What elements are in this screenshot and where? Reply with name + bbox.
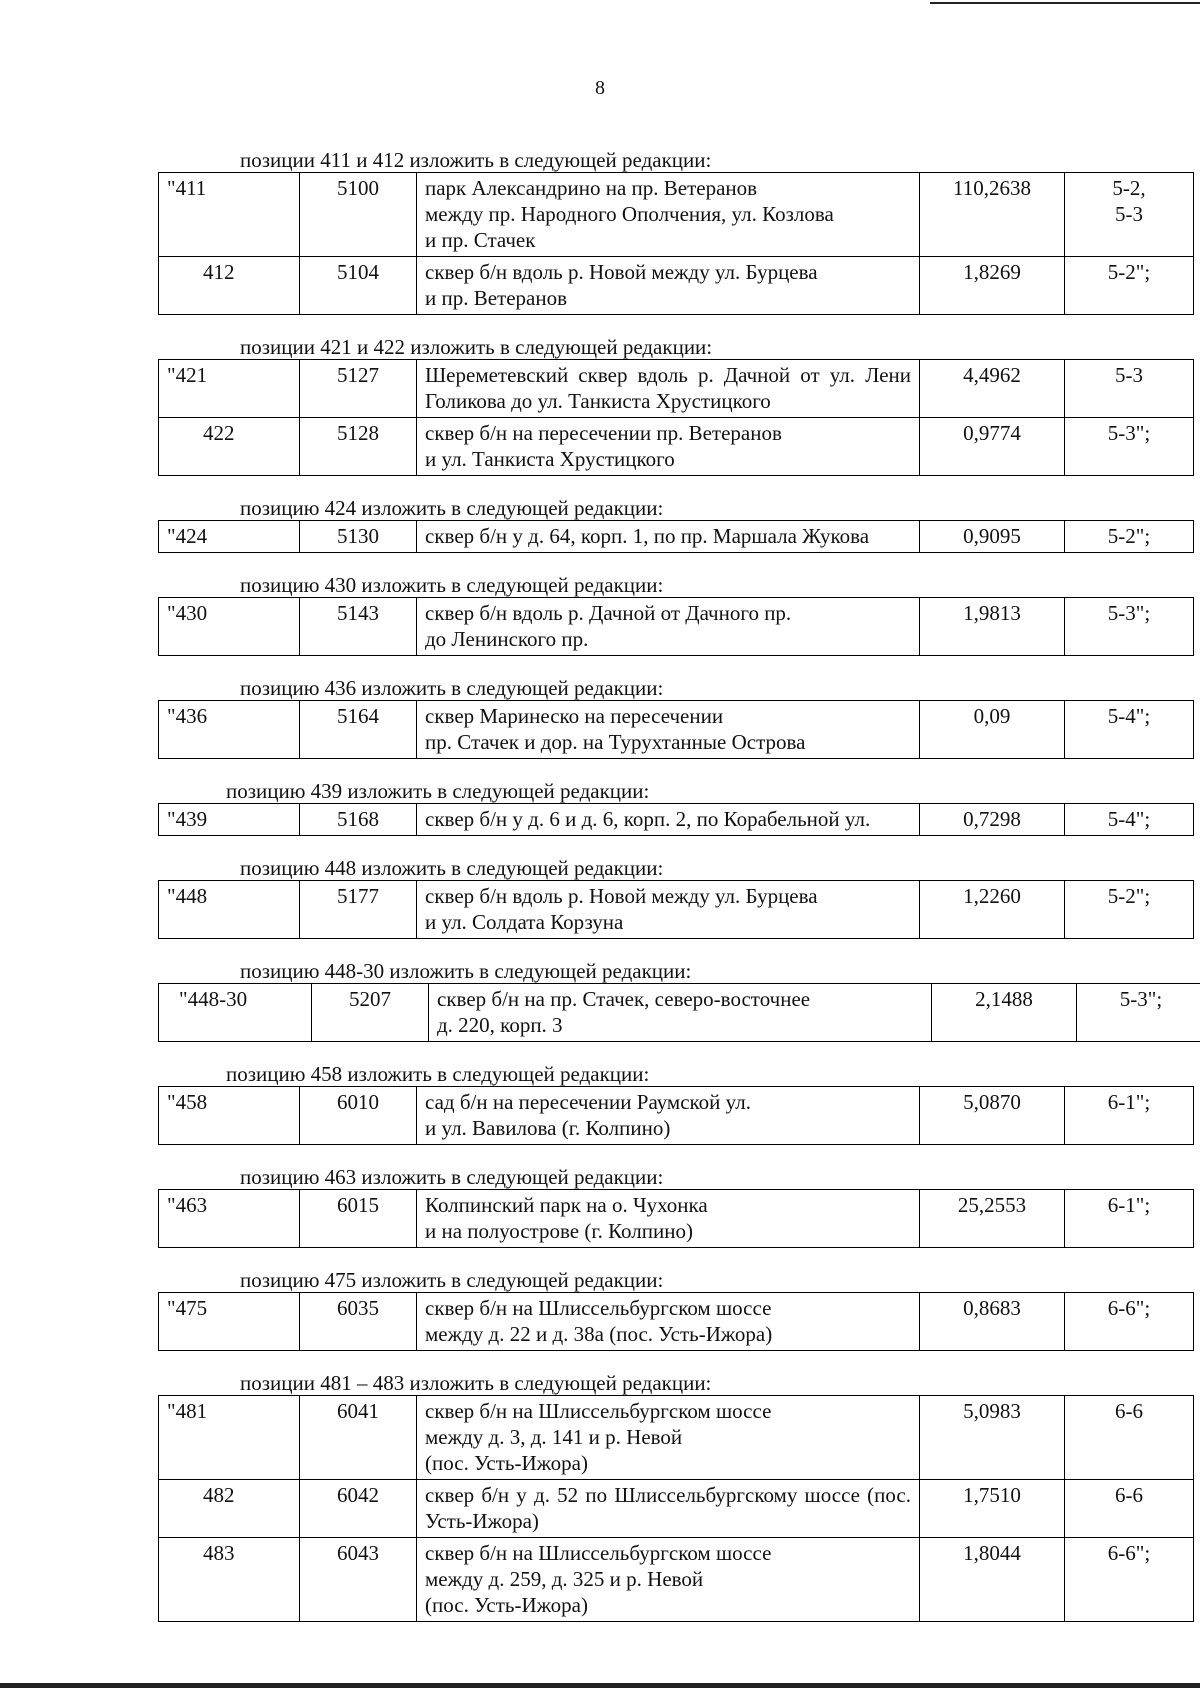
description-cell: сквер б/н на Шлиссельбургском шоссе между д. 259, д. 325 и р. Невой (пос. Усть-Ижора) bbox=[417, 1538, 920, 1622]
section-header: позицию 448-30 изложить в следующей редакции: bbox=[240, 959, 692, 983]
amendment-section bbox=[158, 1062, 1151, 1145]
position-number-cell: "475 bbox=[159, 1293, 300, 1351]
object-code-cell: 6015 bbox=[300, 1190, 417, 1248]
object-code-cell: 6042 bbox=[300, 1480, 417, 1538]
table-row bbox=[159, 418, 1194, 476]
amendment-section bbox=[158, 959, 1163, 1042]
description-cell: сквер б/н на пересечении пр. Ветеранов и ул. Танкиста Хрустицкого bbox=[417, 418, 920, 476]
zone-cell: 5-4"; bbox=[1065, 804, 1194, 836]
area-cell: 0,7298 bbox=[920, 804, 1065, 836]
section-header: позицию 436 изложить в следующей редакции: bbox=[240, 676, 664, 700]
document-body bbox=[158, 148, 1163, 1642]
amendment-section bbox=[158, 779, 1151, 836]
area-cell: 110,2638 bbox=[920, 173, 1065, 257]
table-row bbox=[159, 1293, 1194, 1351]
section-header: позицию 463 изложить в следующей редакции: bbox=[240, 1165, 664, 1189]
area-cell: 0,9095 bbox=[920, 521, 1065, 553]
amendment-section bbox=[158, 573, 1151, 656]
amendment-table bbox=[158, 520, 1194, 553]
description-cell: сквер б/н вдоль р. Дачной от Дачного пр. до Ленинского пр. bbox=[417, 598, 920, 656]
position-number-cell: 483 bbox=[159, 1538, 300, 1622]
amendment-section bbox=[158, 148, 1151, 315]
area-cell: 25,2553 bbox=[920, 1190, 1065, 1248]
object-code-cell: 5127 bbox=[300, 360, 417, 418]
amendment-table bbox=[158, 880, 1194, 939]
object-code-cell: 5104 bbox=[300, 257, 417, 315]
area-cell: 4,4962 bbox=[920, 360, 1065, 418]
table-row bbox=[159, 984, 1200, 1042]
amendment-section bbox=[158, 1165, 1151, 1248]
object-code-cell: 5143 bbox=[300, 598, 417, 656]
area-cell: 5,0983 bbox=[920, 1396, 1065, 1480]
area-cell: 0,09 bbox=[920, 701, 1065, 759]
table-row bbox=[159, 598, 1194, 656]
amendment-table bbox=[158, 1292, 1194, 1351]
object-code-cell: 5164 bbox=[300, 701, 417, 759]
description-cell: сквер б/н на пр. Стачек, северо-восточнее д. 220, корп. 3 bbox=[429, 984, 932, 1042]
zone-cell: 6-6 bbox=[1065, 1396, 1194, 1480]
table-row bbox=[159, 701, 1194, 759]
object-code-cell: 5168 bbox=[300, 804, 417, 836]
object-code-cell: 5130 bbox=[300, 521, 417, 553]
amendment-table bbox=[158, 1189, 1194, 1248]
position-number-cell: "481 bbox=[159, 1396, 300, 1480]
zone-cell: 5-3"; bbox=[1065, 598, 1194, 656]
section-header: позицию 458 изложить в следующей редакции: bbox=[226, 1062, 650, 1086]
table-row bbox=[159, 1087, 1194, 1145]
amendment-table bbox=[158, 1395, 1194, 1622]
amendment-section bbox=[158, 496, 1151, 553]
zone-cell: 5-2"; bbox=[1065, 257, 1194, 315]
position-number-cell: "421 bbox=[159, 360, 300, 418]
description-cell: сквер б/н вдоль р. Новой между ул. Бурцева и пр. Ветеранов bbox=[417, 257, 920, 315]
table-row bbox=[159, 881, 1194, 939]
table-row bbox=[159, 173, 1194, 257]
object-code-cell: 5100 bbox=[300, 173, 417, 257]
amendment-section bbox=[158, 856, 1151, 939]
object-code-cell: 5207 bbox=[312, 984, 429, 1042]
object-code-cell: 6041 bbox=[300, 1396, 417, 1480]
area-cell: 2,1488 bbox=[932, 984, 1077, 1042]
area-cell: 1,9813 bbox=[920, 598, 1065, 656]
area-cell: 5,0870 bbox=[920, 1087, 1065, 1145]
amendment-section bbox=[158, 1268, 1151, 1351]
description-cell: сквер б/н на Шлиссельбургском шоссе между д. 3, д. 141 и р. Невой (пос. Усть-Ижора) bbox=[417, 1396, 920, 1480]
zone-cell: 5-2"; bbox=[1065, 521, 1194, 553]
section-header: позицию 430 изложить в следующей редакции: bbox=[240, 573, 664, 597]
area-cell: 1,7510 bbox=[920, 1480, 1065, 1538]
object-code-cell: 5177 bbox=[300, 881, 417, 939]
description-cell: Шереметевский сквер вдоль р. Дачной от ул. Лени Голикова до ул. Танкиста Хрустицкого bbox=[417, 360, 920, 418]
description-cell: сквер б/н у д. 52 по Шлиссельбургскому шоссе (пос. Усть-Ижора) bbox=[417, 1480, 920, 1538]
amendment-table bbox=[158, 700, 1194, 759]
zone-cell: 6-1"; bbox=[1065, 1190, 1194, 1248]
object-code-cell: 6043 bbox=[300, 1538, 417, 1622]
table-row bbox=[159, 521, 1194, 553]
area-cell: 0,9774 bbox=[920, 418, 1065, 476]
position-number-cell: "448-30 bbox=[159, 984, 312, 1042]
table-row bbox=[159, 1480, 1194, 1538]
position-number-cell: 412 bbox=[159, 257, 300, 315]
position-number-cell: "424 bbox=[159, 521, 300, 553]
top-edge-rule bbox=[930, 2, 1200, 4]
amendment-table bbox=[158, 803, 1194, 836]
position-number-cell: "436 bbox=[159, 701, 300, 759]
table-row bbox=[159, 1538, 1194, 1622]
zone-cell: 5-2"; bbox=[1065, 881, 1194, 939]
amendment-section bbox=[158, 1371, 1151, 1622]
description-cell: Колпинский парк на о. Чухонка и на полуострове (г. Колпино) bbox=[417, 1190, 920, 1248]
bottom-edge-rule bbox=[0, 1683, 1200, 1688]
amendment-table bbox=[158, 1086, 1194, 1145]
amendment-section bbox=[158, 676, 1151, 759]
zone-cell: 5-3"; bbox=[1077, 984, 1200, 1042]
position-number-cell: "411 bbox=[159, 173, 300, 257]
position-number-cell: 482 bbox=[159, 1480, 300, 1538]
section-header: позицию 448 изложить в следующей редакции: bbox=[240, 856, 664, 880]
description-cell: сквер Маринеско на пересечении пр. Стачек и дор. на Турухтанные Острова bbox=[417, 701, 920, 759]
description-cell: сад б/н на пересечении Раумской ул. и ул. Вавилова (г. Колпино) bbox=[417, 1087, 920, 1145]
object-code-cell: 6010 bbox=[300, 1087, 417, 1145]
section-header: позиции 421 и 422 изложить в следующей редакции: bbox=[240, 335, 713, 359]
description-cell: сквер б/н на Шлиссельбургском шоссе между д. 22 и д. 38а (пос. Усть-Ижора) bbox=[417, 1293, 920, 1351]
area-cell: 1,8269 bbox=[920, 257, 1065, 315]
table-row bbox=[159, 360, 1194, 418]
object-code-cell: 6035 bbox=[300, 1293, 417, 1351]
amendment-section bbox=[158, 335, 1151, 476]
zone-cell: 6-1"; bbox=[1065, 1087, 1194, 1145]
position-number-cell: "463 bbox=[159, 1190, 300, 1248]
amendment-table bbox=[158, 983, 1200, 1042]
section-header: позицию 475 изложить в следующей редакции: bbox=[240, 1268, 664, 1292]
section-header: позицию 439 изложить в следующей редакции: bbox=[226, 779, 650, 803]
description-cell: сквер б/н у д. 64, корп. 1, по пр. Маршала Жукова bbox=[417, 521, 920, 553]
zone-cell: 6-6"; bbox=[1065, 1538, 1194, 1622]
table-row bbox=[159, 804, 1194, 836]
section-header: позицию 424 изложить в следующей редакции: bbox=[240, 496, 664, 520]
amendment-table bbox=[158, 172, 1194, 315]
table-row bbox=[159, 257, 1194, 315]
zone-cell: 5-2, 5-3 bbox=[1065, 173, 1194, 257]
position-number-cell: "439 bbox=[159, 804, 300, 836]
position-number-cell: "448 bbox=[159, 881, 300, 939]
table-row bbox=[159, 1190, 1194, 1248]
area-cell: 1,8044 bbox=[920, 1538, 1065, 1622]
page-number: 8 bbox=[595, 77, 605, 99]
zone-cell: 5-3 bbox=[1065, 360, 1194, 418]
amendment-table bbox=[158, 359, 1194, 476]
table-row bbox=[159, 1396, 1194, 1480]
section-header: позиции 481 – 483 изложить в следующей редакции: bbox=[240, 1371, 712, 1395]
zone-cell: 6-6 bbox=[1065, 1480, 1194, 1538]
area-cell: 1,2260 bbox=[920, 881, 1065, 939]
zone-cell: 5-4"; bbox=[1065, 701, 1194, 759]
description-cell: сквер б/н у д. 6 и д. 6, корп. 2, по Корабельной ул. bbox=[417, 804, 920, 836]
amendment-table bbox=[158, 597, 1194, 656]
area-cell: 0,8683 bbox=[920, 1293, 1065, 1351]
section-header: позиции 411 и 412 изложить в следующей редакции: bbox=[240, 148, 712, 172]
zone-cell: 6-6"; bbox=[1065, 1293, 1194, 1351]
position-number-cell: "430 bbox=[159, 598, 300, 656]
description-cell: парк Александрино на пр. Ветеранов между пр. Народного Ополчения, ул. Козлова и пр. Стачек bbox=[417, 173, 920, 257]
object-code-cell: 5128 bbox=[300, 418, 417, 476]
zone-cell: 5-3"; bbox=[1065, 418, 1194, 476]
position-number-cell: 422 bbox=[159, 418, 300, 476]
position-number-cell: "458 bbox=[159, 1087, 300, 1145]
description-cell: сквер б/н вдоль р. Новой между ул. Бурцева и ул. Солдата Корзуна bbox=[417, 881, 920, 939]
